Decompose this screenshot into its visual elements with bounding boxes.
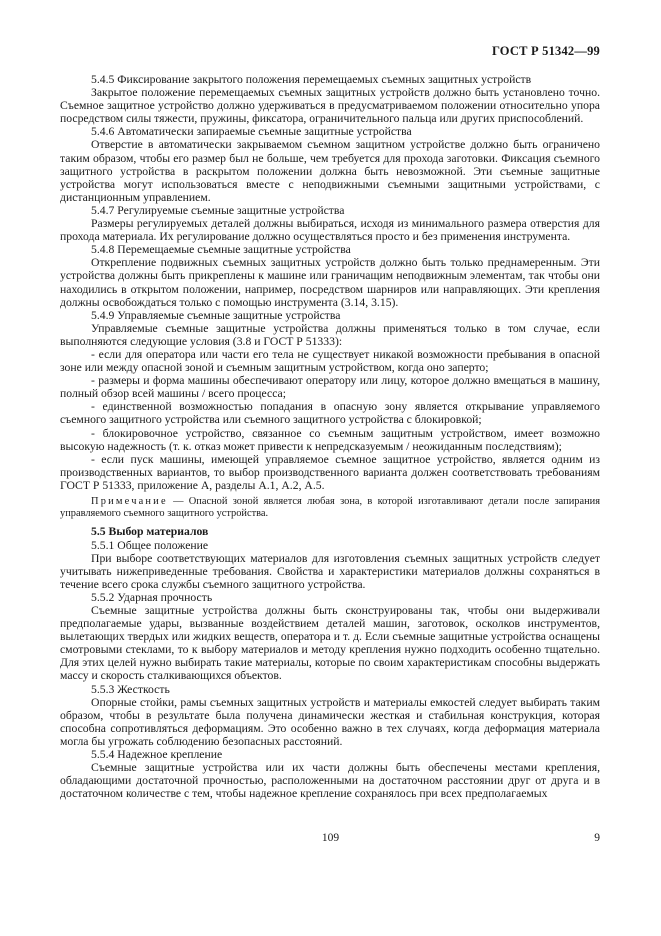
clause-heading: 5.4.5 Фиксирование закрытого положения перемещаемых съемных защитных устройств: [91, 73, 532, 86]
clause-heading: 5.4.8 Перемещаемые съемные защитные устройства: [91, 243, 351, 257]
section-heading: 5.5 Выбор материалов: [91, 525, 209, 539]
body-paragraph: Размеры регулируемых деталей должны выбираться, исходя из минимального размера отверстия для прохода материала. Их регулирование должно осуществляться просто и без применения инструмента.: [60, 217, 600, 244]
clause-heading: 5.4.9 Управляемые съемные защитные устройства: [91, 308, 341, 322]
body-paragraph: Съемные защитные устройства должны быть сконструированы так, чтобы они выдерживали предполагаемые удары, вызванные воздействием деталей машин, заготовок, осколков инструментов, вылетающих твердых или жидких веществ, оператора и т. д. Если съемные защитные устройства оснащены смотровыми стеклами, то к выбору материалов и методу крепления нужно подходить особенно тщательно. Для этих целей нужно выбирать такие материалы, которые по своим характеристикам способны выдержать массу и скорость сталкивающихся объектов.: [60, 603, 600, 683]
clause-heading: 5.5.1 Общее положение: [91, 538, 209, 552]
clause-heading: 5.4.7 Регулируемые съемные защитные устройства: [91, 203, 345, 217]
body-paragraph: - блокировочное устройство, связанное со съемным защитным устройством, имеет возможно высокую надежность (т. к. отказ может привести к непредсказуемым / неожиданным последствиям);: [60, 426, 600, 453]
clause-heading: 5.5.3 Жесткость: [91, 682, 170, 696]
page-number-center: 109: [321, 832, 340, 844]
clause-heading: 5.5.4 Надежное крепление: [91, 748, 223, 761]
document-body: [60, 73, 600, 800]
body-paragraph: Отверстие в автоматически закрываемом съемном защитном устройстве должно быть ограничено таким образом, чтобы его размер был не больше, чем требуется для прохода заготовки. Фиксация съемного защитного устройства в раскрытом положении должна быть невозможной. Эти съемные защитные устройства могут использоваться вместе с неподвижными съемными защитными устройствами, с дистанционным управлением.: [60, 138, 600, 204]
body-paragraph: - если для оператора или части его тела не существует никакой возможности пребывания в опасной зоне или между опасной зоной и съемным защитным устройством, когда оно заперто;: [60, 347, 600, 375]
clause-heading: 5.4.6 Автоматически запираемые съемные защитные устройства: [91, 125, 412, 139]
body-paragraph: - размеры и форма машины обеспечивают оператору или лицу, которое должно вмещаться в машину, полный обзор всей машины / всего процесса;: [60, 374, 600, 401]
body-paragraph: Открепление подвижных съемных защитных устройств должно быть только преднамеренным. Эти устройства должны быть прикреплены к машине или граничащим неподвижным элементам, так чтобы они находились в открытом положении, например, посредством шарниров или направляющих. Эти крепления должны освобождаться только с помощью инструмента (3.14, 3.15).: [60, 256, 600, 309]
body-paragraph: Опорные стойки, рамы съемных защитных устройств и материалы емкостей следует выбирать таким образом, чтобы в результате была получена динамически жесткая и стабильная конструкция, которая способна сопротивляться деформациям. Это особенно важно в тех случаях, когда деформация материала могла бы угрожать соблюдению безопасных расстояний.: [60, 695, 600, 748]
note-paragraph: [60, 496, 600, 520]
note-label: Примечание: [91, 496, 168, 507]
body-paragraph: Закрытое положение перемещаемых съемных защитных устройств должно быть установлено точно. Съемное защитное устройство должно удерживаться в предусматриваемом положении относительно упора посредством силы тяжести, пружины, фиксатора, ограничительного пальца или других приспособлений.: [60, 86, 600, 126]
clause-heading: 5.5.2 Ударная прочность: [91, 590, 213, 604]
body-paragraph: Съемные защитные устройства или их части должны быть обеспечены местами крепления, обладающими достаточной прочностью, расположенными на достаточном расстоянии друг от друга и в достаточном количестве с тем, чтобы надежное крепление сохранялось при всех предполагаемых: [60, 761, 600, 801]
body-paragraph: - если пуск машины, имеющей управляемое съемное защитное устройство, является одним из производственных вариантов, то выбор производственного варианта должен соответствовать требованиям ГОСТ Р 51333, приложение А, разделы А.1, А.2, А.5.: [60, 452, 600, 492]
page-number-right: 9: [594, 832, 600, 844]
body-paragraph: - единственной возможностью попадания в опасную зону является открывание управляемого съемного защитного устройства или съемного защитного устройства с блокировкой;: [60, 400, 600, 427]
body-paragraph: Управляемые съемные защитные устройства должны применяться только в том случае, если выполняются следующие условия (3.8 и ГОСТ Р 51333):: [60, 321, 600, 348]
body-paragraph: При выборе соответствующих материалов для изготовления съемных защитных устройств следует учитывать нижеприведенные требования. Свойства и характеристики материалов должны сохраняться в течение всего срока службы съемного защитного устройства.: [60, 551, 600, 591]
note-text: — Опасной зоной является любая зона, в которой изготавливают детали после запирания управляемого съемного защитного устройства.: [60, 496, 600, 520]
document-header: ГОСТ Р 51342—99: [491, 44, 600, 58]
